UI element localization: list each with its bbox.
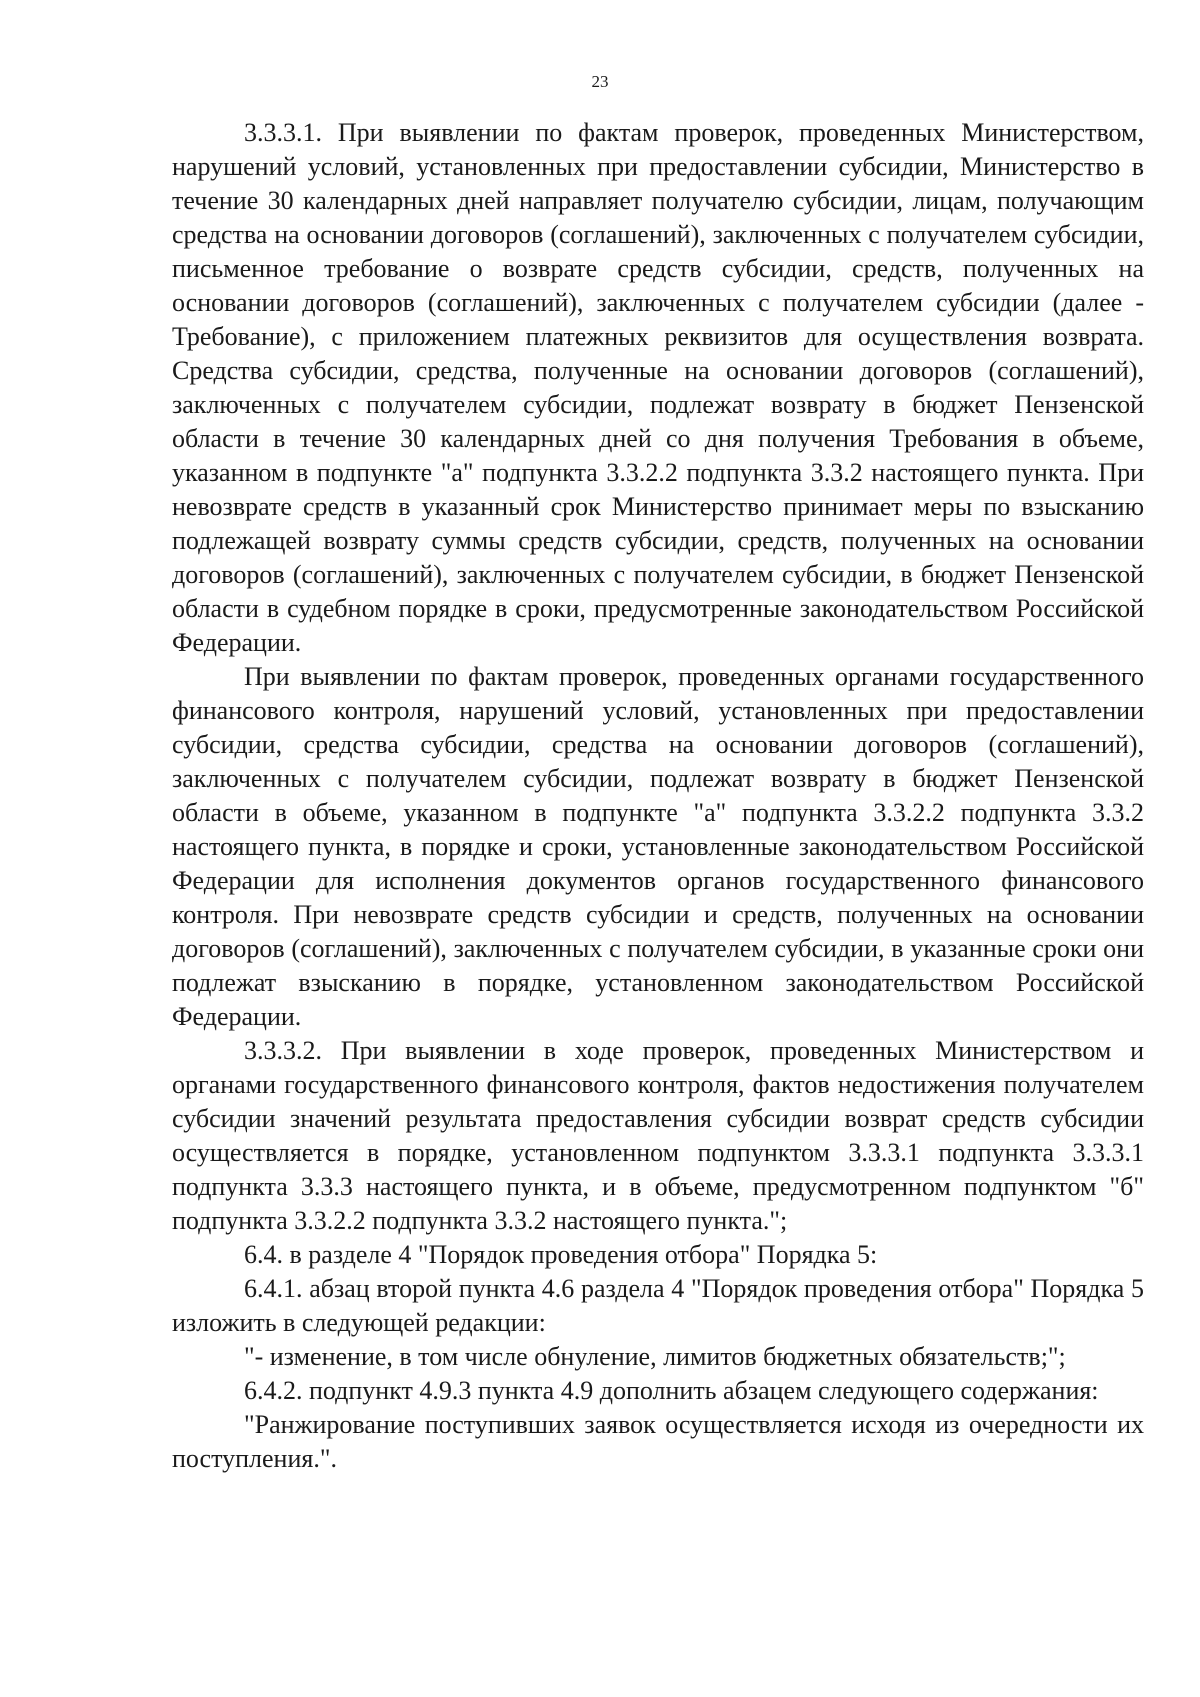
paragraph-quote-ranking: "Ранжирование поступивших заявок осуществляется исходя из очередности их поступления.". <box>172 1410 1144 1473</box>
paragraph-3-3-3-2: 3.3.3.2. При выявлении в ходе проверок, проведенных Министерством и органами государственного финансового контроля, фактов недостижения получателем субсидии значений результата предоставления субсидии возврат средств субсидии осуществляется в порядке, установленном подпунктом 3.3.3.1 подпункта 3.3.3.1 подпункта 3.3.3 настоящего пункта, и в объеме, предусмотренном подпунктом "б" подпункта 3.3.2.2 подпункта 3.3.2 настоящего пункта."; <box>172 1036 1144 1235</box>
paragraph-state-financial-control: При выявлении по фактам проверок, проведенных органами государственного финансового контроля, нарушений условий, установленных при предоставлении субсидии, средства субсидии, средства на основании договоров (соглашений), заключенных с получателем субсидии, подлежат возврату в бюджет Пензенской области в объеме, указанном в подпункте "а" подпункта 3.3.2.2 подпункта 3.3.2 настоящего пункта, в порядке и сроки, установленные законодательством Российской Федерации для исполнения документов органов государственного финансового контроля. При невозврате средств субсидии и средств, полученных на основании договоров (соглашений), заключенных с получателем субсидии, в указанные сроки они подлежат взысканию в порядке, установленном законодательством Российской Федерации. <box>172 662 1144 1031</box>
paragraph-6-4: 6.4. в разделе 4 "Порядок проведения отбора" Порядка 5: <box>244 1240 878 1269</box>
paragraph-quote-limits: "- изменение, в том числе обнуление, лимитов бюджетных обязательств;"; <box>244 1342 1066 1371</box>
paragraph-6-4-1: 6.4.1. абзац второй пункта 4.6 раздела 4 "Порядок проведения отбора" Порядка 5 изложить в следующей редакции: <box>172 1274 1144 1337</box>
document-body <box>172 116 1144 1476</box>
paragraph-3-3-3-1: 3.3.3.1. При выявлении по фактам проверок, проведенных Министерством, нарушений условий, установленных при предоставлении субсидии, Министерство в течение 30 календарных дней направляет получателю субсидии, лицам, получающим средства на основании договоров (соглашений), заключенных с получателем субсидии, письменное требование о возврате средств субсидии, средств, полученных на основании договоров (соглашений), заключенных с получателем субсидии (далее - Требование), с приложением платежных реквизитов для осуществления возврата. Средства субсидии, средства, полученные на основании договоров (соглашений), заключенных с получателем субсидии, подлежат возврату в бюджет Пензенской области в течение 30 календарных дней со дня получения Требования в объеме, указанном в подпункте "а" подпункта 3.3.2.2 подпункта 3.3.2 настоящего пункта. При невозврате средств в указанный срок Министерство принимает меры по взысканию подлежащей возврату суммы средств субсидии, средств, полученных на основании договоров (соглашений), заключенных с получателем субсидии, в бюджет Пензенской области в судебном порядке в сроки, предусмотренные законодательством Российской Федерации. <box>172 118 1144 657</box>
paragraph-6-4-2: 6.4.2. подпункт 4.9.3 пункта 4.9 дополнить абзацем следующего содержания: <box>244 1376 1099 1405</box>
page-number: 23 <box>591 72 609 91</box>
